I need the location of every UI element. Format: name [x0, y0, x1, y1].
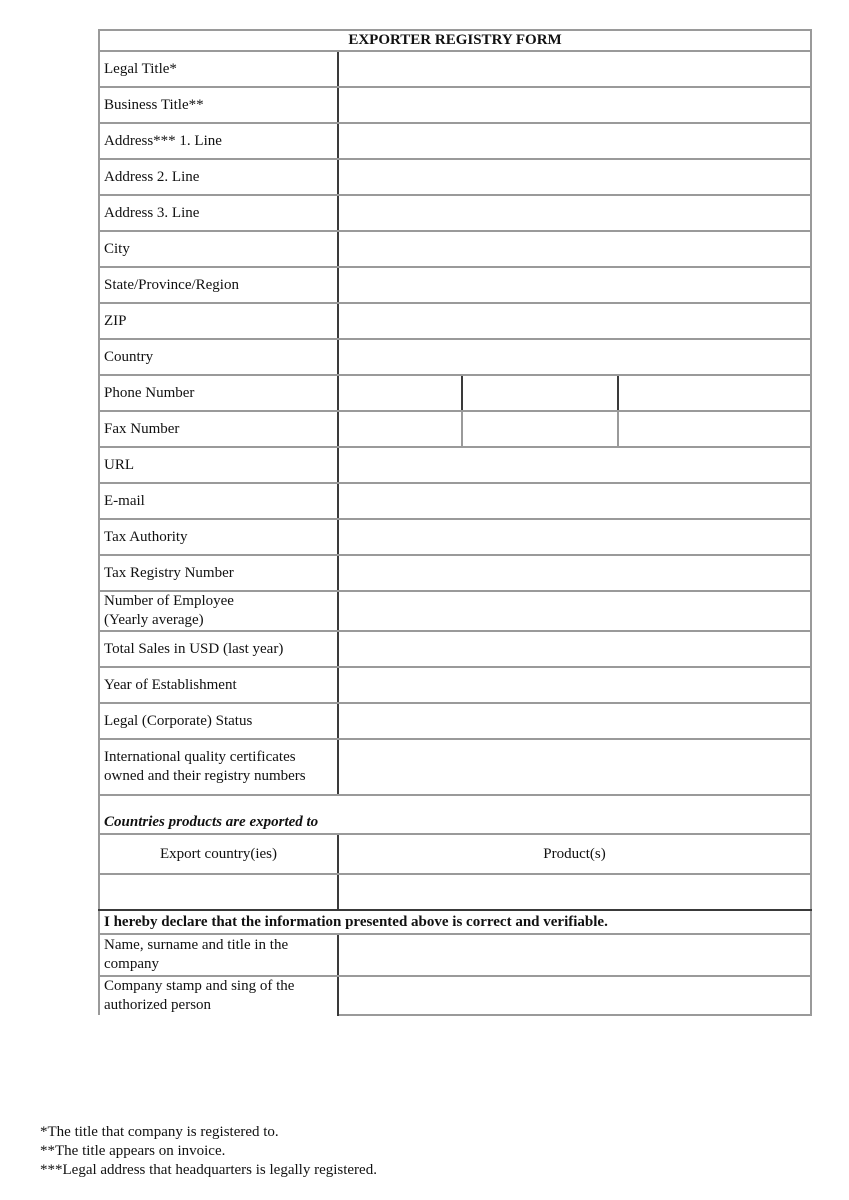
address-line1-label: Address*** 1. Line	[99, 123, 338, 159]
fax-field-2[interactable]	[462, 411, 618, 447]
stamp-label: Company stamp and sing of the authorized person	[99, 976, 338, 1015]
business-title-field[interactable]	[338, 87, 811, 123]
url-label: URL	[99, 447, 338, 483]
form-title: EXPORTER REGISTRY FORM	[99, 30, 811, 51]
phone-field-2[interactable]	[462, 375, 618, 411]
address-line3-field[interactable]	[338, 195, 811, 231]
address-line1-field[interactable]	[338, 123, 811, 159]
phone-field-1[interactable]	[338, 375, 462, 411]
year-established-field[interactable]	[338, 667, 811, 703]
stamp-field[interactable]	[338, 976, 811, 1015]
signer-name-field[interactable]	[338, 934, 811, 976]
fax-field-3[interactable]	[618, 411, 811, 447]
total-sales-field[interactable]	[338, 631, 811, 667]
email-label: E-mail	[99, 483, 338, 519]
zip-label: ZIP	[99, 303, 338, 339]
certificates-field[interactable]	[338, 739, 811, 795]
business-title-label: Business Title**	[99, 87, 338, 123]
employees-label-line2: (Yearly average)	[104, 612, 204, 628]
legal-status-field[interactable]	[338, 703, 811, 739]
address-line2-field[interactable]	[338, 159, 811, 195]
fax-label: Fax Number	[99, 411, 338, 447]
city-label: City	[99, 231, 338, 267]
employees-label-line1: Number of Employee	[104, 593, 234, 609]
total-sales-label: Total Sales in USD (last year)	[99, 631, 338, 667]
tax-authority-field[interactable]	[338, 519, 811, 555]
phone-label: Phone Number	[99, 375, 338, 411]
fax-field-1[interactable]	[338, 411, 462, 447]
export-countries-field[interactable]	[99, 874, 338, 910]
tax-registry-field[interactable]	[338, 555, 811, 591]
declaration-text: I hereby declare that the information presented above is correct and verifiable.	[99, 910, 811, 934]
export-countries-header: Export country(ies)	[99, 834, 338, 874]
certificates-label: International quality certificates owned and their registry numbers	[99, 739, 338, 795]
email-field[interactable]	[338, 483, 811, 519]
legal-title-label: Legal Title*	[99, 51, 338, 87]
zip-field[interactable]	[338, 303, 811, 339]
exporter-registry-form	[98, 29, 812, 1016]
address-line3-label: Address 3. Line	[99, 195, 338, 231]
export-products-field[interactable]	[338, 874, 811, 910]
state-field[interactable]	[338, 267, 811, 303]
address-line2-label: Address 2. Line	[99, 159, 338, 195]
country-field[interactable]	[338, 339, 811, 375]
url-field[interactable]	[338, 447, 811, 483]
tax-authority-label: Tax Authority	[99, 519, 338, 555]
city-field[interactable]	[338, 231, 811, 267]
state-label: State/Province/Region	[99, 267, 338, 303]
footnote-legal-title: *The title that company is registered to.	[40, 1124, 279, 1140]
country-label: Country	[99, 339, 338, 375]
legal-status-label: Legal (Corporate) Status	[99, 703, 338, 739]
employees-field[interactable]	[338, 591, 811, 631]
signer-name-label: Name, surname and title in the company	[99, 934, 338, 976]
legal-title-field[interactable]	[338, 51, 811, 87]
tax-registry-label: Tax Registry Number	[99, 555, 338, 591]
footnote-address: ***Legal address that headquarters is legally registered.	[40, 1162, 377, 1178]
export-section-heading: Countries products are exported to	[99, 795, 811, 834]
employees-label	[99, 591, 338, 631]
footnote-business-title: **The title appears on invoice.	[40, 1143, 226, 1159]
year-established-label: Year of Establishment	[99, 667, 338, 703]
footnotes	[40, 1123, 377, 1180]
export-products-header: Product(s)	[338, 834, 811, 874]
phone-field-3[interactable]	[618, 375, 811, 411]
